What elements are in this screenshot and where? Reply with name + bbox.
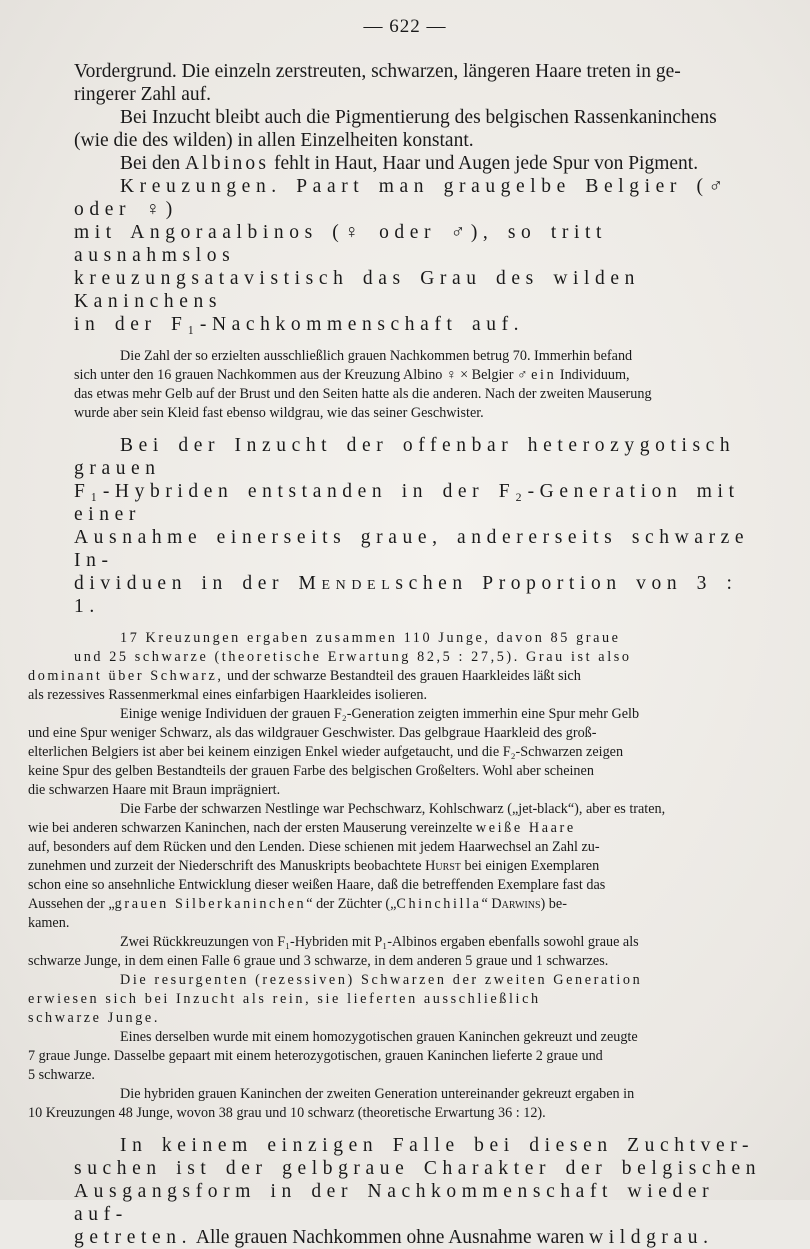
paragraph: Zwei Rückkreuzungen von F₁-Hybriden mit P₁-Albinos ergaben ebenfalls sowohl graue als schwarze Junge, in dem einen Falle 6 graue und 3 schwarze, in dem anderen 5 graue und 1 schwarzes. — [28, 934, 639, 969]
paragraph: Bei Inzucht bleibt auch die Pigmentierung des belgischen Rassenkaninchens (wie die des wilden) in allen Einzelheiten konstant. — [74, 107, 717, 151]
paragraph: Die Farbe der schwarzen Nestlinge war Pechschwarz, Kohlschwarz („jet-black“), aber es traten, wie bei anderen schwarzen Kaninchen, nach der ersten Mauserung vereinzelte weiße Haare auf, besonders auf dem Rücken und den Lenden. Diese schienen mit jedem Haarwechsel an Zahl zu- zunehmen und zurzeit der Niederschrift des Manuskripts beobachtete Hurst bei einigen Exemplaren schon eine so ansehnliche Entwicklung dieser weißen Haare, daß die betreffenden Exemplare fast das Aussehen der „grauen Silberkaninchen“ der Züchter („Chinchilla“ Darwins) be- kamen. — [28, 801, 666, 931]
section-statement: Kreuzungen. Paart man graugelbe Belgier (♂ oder ♀) mit Angoraalbinos (♀ oder ♂), so tritt ausnahmslos kreuzungsatavistisch das Grau des wilden Kaninchens in der F₁-Nachkommenschaft auf. — [74, 176, 729, 335]
page-number: — 622 — — [363, 16, 447, 37]
paragraph: Die resurgenten (rezessiven) Schwarzen der zweiten Generation erwiesen sich bei Inzucht als rein, sie lieferten ausschließlich schwarze Junge. — [28, 972, 643, 1026]
paragraph: Die hybriden grauen Kaninchen der zweiten Generation untereinander gekreuzt ergaben in 10 Kreuzungen 48 Junge, wovon 38 grau und 10 schwarz (theoretische Erwartung 36 : 12). — [28, 1086, 635, 1121]
paragraph: 17 Kreuzungen ergaben zusammen 110 Junge, davon 85 graue und 25 schwarze (theoretische Erwartung 82,5 : 27,5). Grau ist also dominant über Schwarz, und der schwarze Bestandteil des grauen Haarkleides läßt sich als rezessives Rassenmerkmal eines einfarbigen Haarkleides isolieren. — [28, 630, 632, 703]
page-body — [28, 60, 774, 1249]
paragraph: Einige wenige Individuen der grauen F₂-Generation zeigten immerhin eine Spur mehr Gelb und eine Spur weniger Schwarz, als das wildgrauer Geschwister. Das gelbgraue Haarkleid des groß- elterlichen Belgiers ist aber bei keinem einzigen Enkel wieder aufgetaucht, und die F₂-Schwarzen zeigen keine Spur des gelben Bestandteils der grauen Farbe des belgischen Großelters. Wohl aber scheinen die schwarzen Haare mit Braun imprägniert. — [28, 706, 640, 798]
section-statement: Bei der Inzucht der offenbar heterozygotisch grauen F₁-Hybriden entstanden in der F₂-Generation mit einer Ausnahme einerseits graue, andererseits schwarze In- dividuen in der Mendelschen Proportion von 3 : 1. — [74, 435, 750, 617]
paragraph: Vordergrund. Die einzeln zerstreuten, schwarzen, längeren Haare treten in ge- ringerer Zahl auf. — [74, 61, 681, 105]
paragraph: Bei den Albinos fehlt in Haut, Haar und Augen jede Spur von Pigment. — [120, 153, 699, 174]
paragraph: Eines derselben wurde mit einem homozygotischen grauen Kaninchen gekreuzt und zeugte 7 graue Junge. Dasselbe gepaart mit einem heterozygotischen, grauen Kaninchen lieferte 2 graue und 5 schwarze. — [28, 1029, 638, 1083]
conclusion-statement: In keinem einzigen Falle bei diesen Zuchtver- suchen ist der gelbgraue Charakter der belgischen Ausgangsform in der Nachkommenschaft wieder auf- getreten. Alle grauen Nachkommen ohne Ausnahme waren wildgrau. — [74, 1135, 762, 1248]
paragraph: Die Zahl der so erzielten ausschließlich grauen Nachkommen betrug 70. Immerhin befand sich unter den 16 grauen Nachkommen aus der Kreuzung Albino ♀ × Belgier ♂ ein Individuum, das etwas mehr Gelb auf der Brust und den Seiten hatte als die anderen. Nach der zweiten Mauserung wurde aber sein Kleid fast ebenso wildgrau, wie das seiner Geschwister. — [74, 348, 652, 421]
